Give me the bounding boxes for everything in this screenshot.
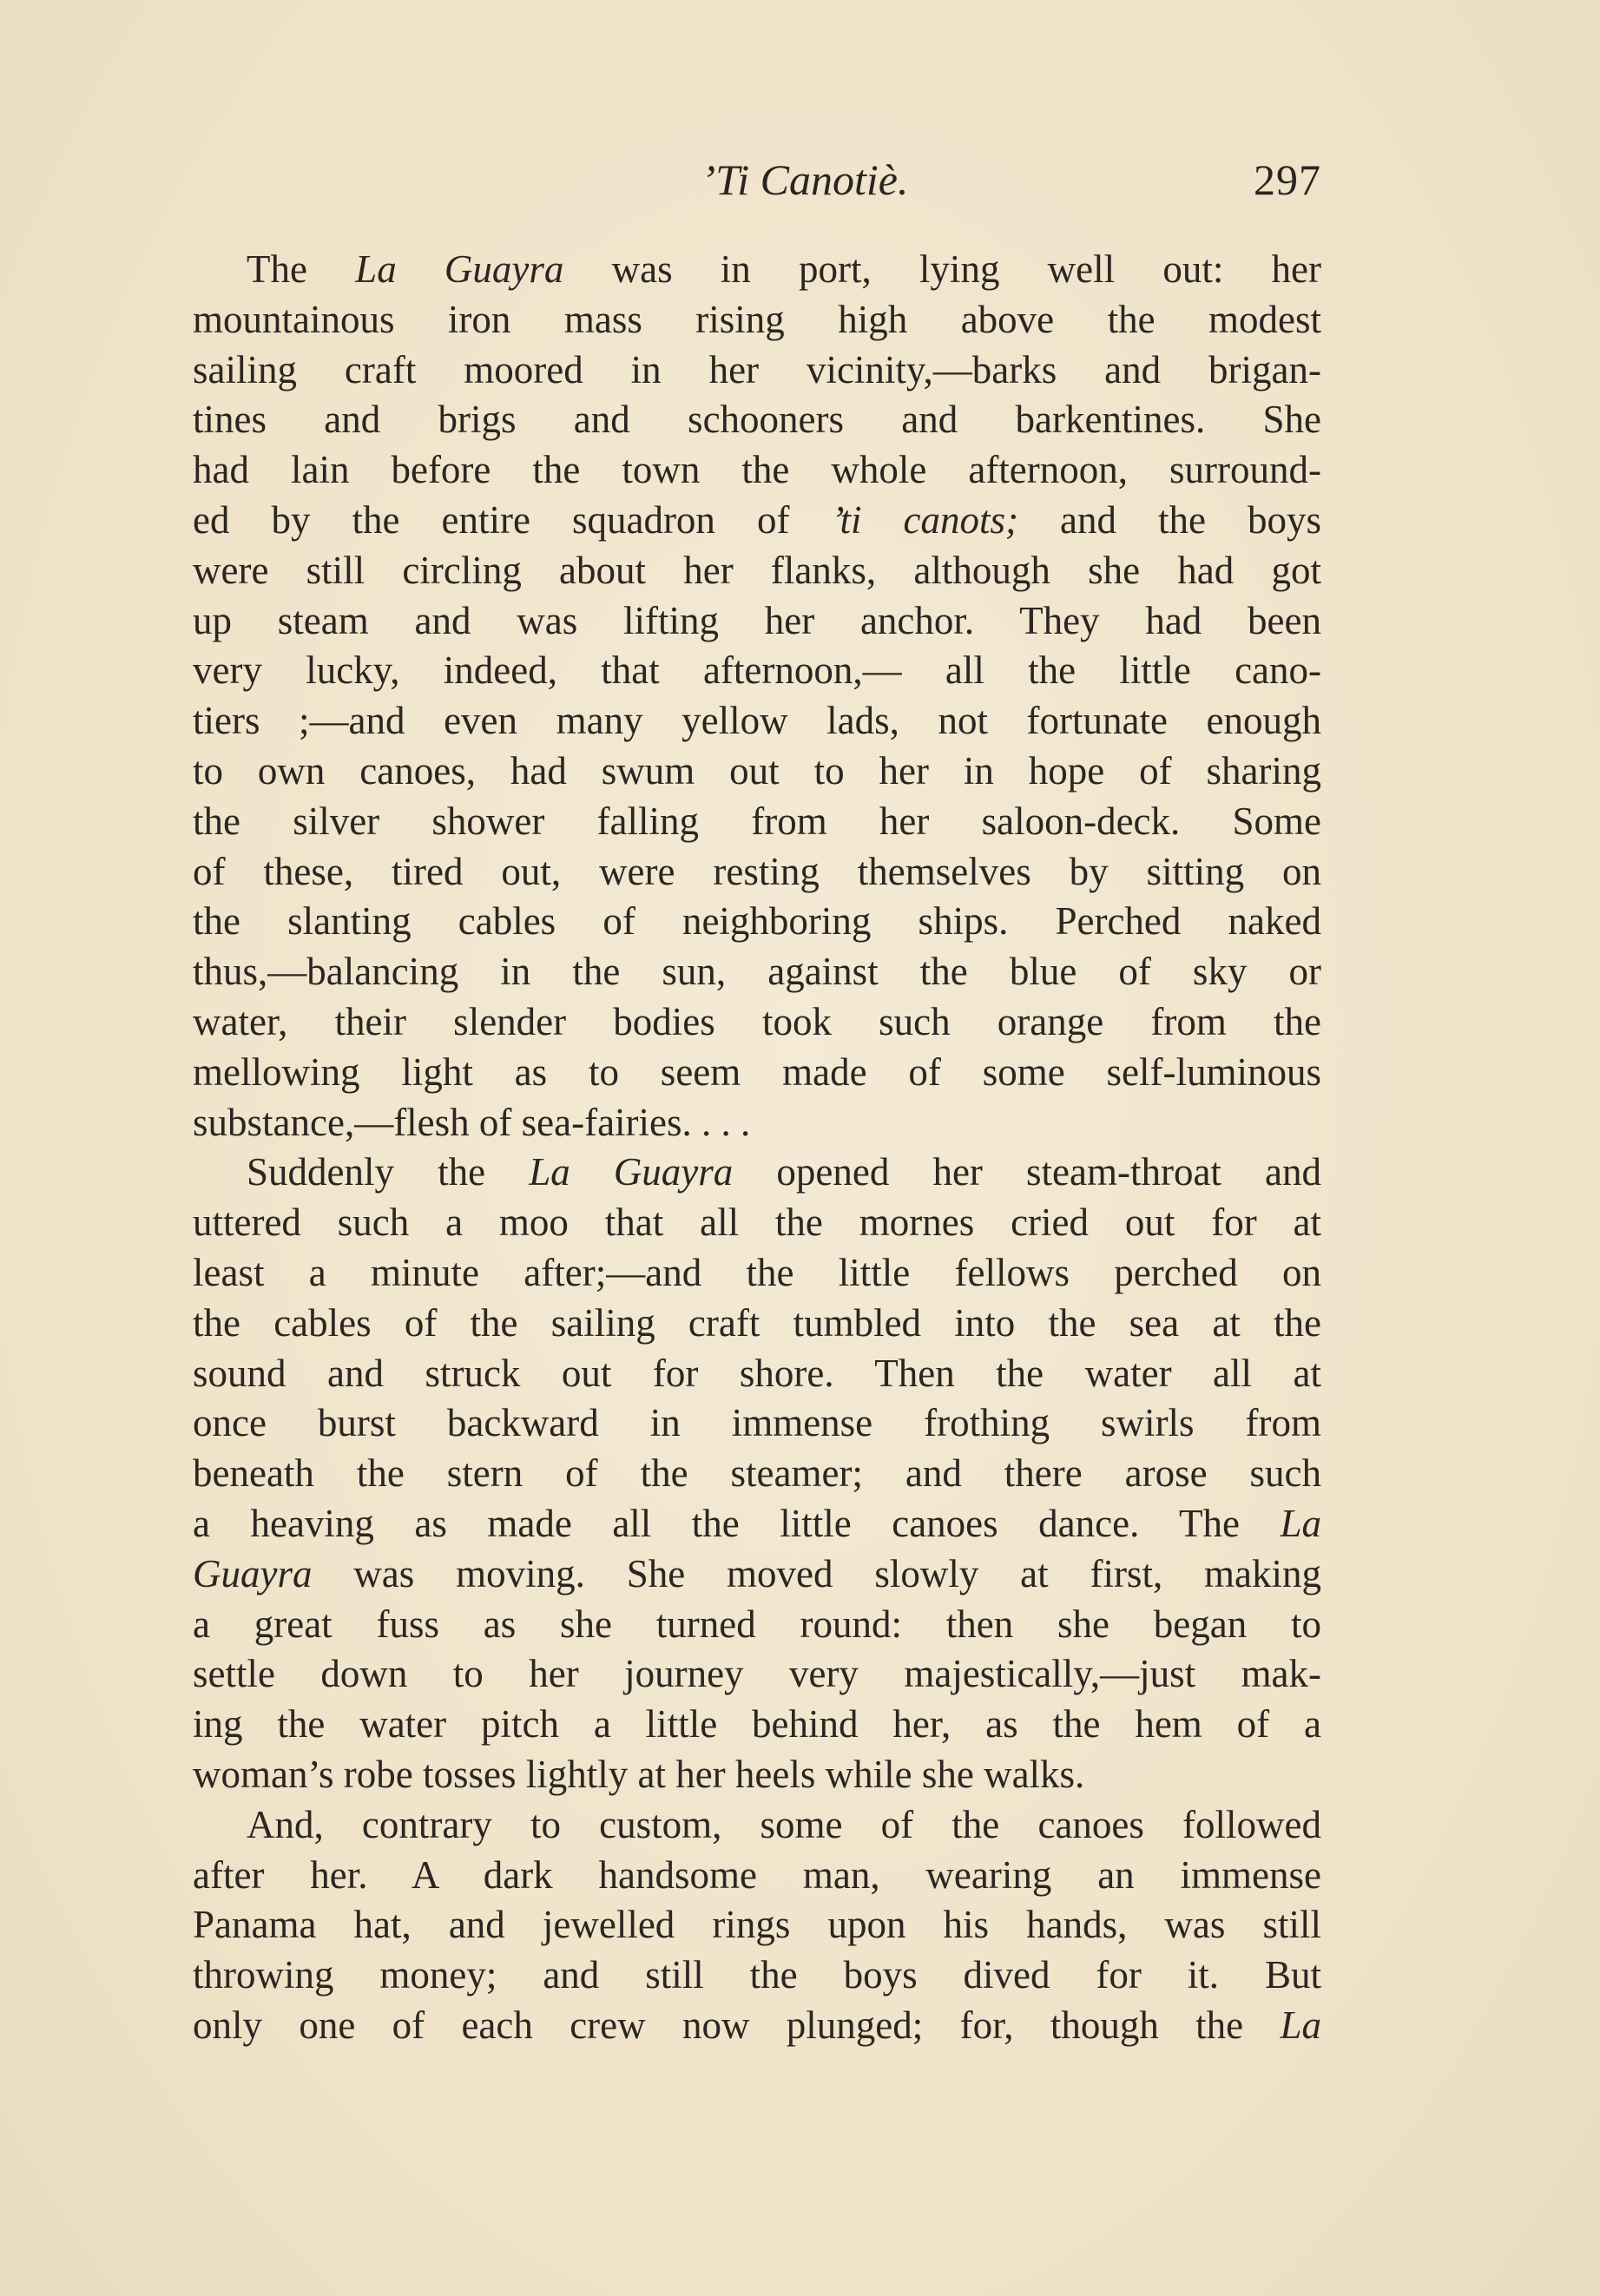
text-run: tines and brigs and schooners and barkentines. She: [193, 398, 1321, 442]
text-line: [193, 947, 1321, 997]
text-run: once burst backward in immense frothing swirls from: [193, 1401, 1321, 1445]
text-line: [193, 596, 1321, 647]
text-run: the cables of the sailing craft tumbled into the sea at the: [193, 1300, 1321, 1345]
text-line: [193, 797, 1321, 847]
text-line: [193, 245, 1321, 295]
text-run: beneath the stern of the steamer; and there arose such: [193, 1451, 1321, 1496]
text-run: thus,—balancing in the sun, against the blue of sky or: [193, 950, 1321, 994]
text-run: to own canoes, had swum out to her in hope of sharing: [193, 748, 1321, 793]
text-line: [193, 1499, 1321, 1549]
text-line: [193, 1951, 1321, 2001]
text-run: were still circling about her flanks, although she had got: [193, 548, 1321, 592]
text-line: [193, 445, 1321, 496]
text-run: settle down to her journey very majestically,—just mak-: [193, 1652, 1321, 1696]
text-line: [193, 1800, 1321, 1851]
text-run: ing the water pitch a little behind her, as the hem of a: [193, 1702, 1321, 1747]
text-run: had lain before the town the whole afternoon, surround-: [193, 448, 1321, 492]
text-run: mountainous iron mass rising high above the modest: [193, 297, 1321, 341]
paragraph: [193, 245, 1321, 1148]
text-line: [193, 1549, 1321, 1600]
paragraph: [193, 1148, 1321, 1799]
text-run: a great fuss as she turned round: then she began to: [193, 1602, 1321, 1646]
text-line: [193, 1148, 1321, 1198]
text-run: The: [247, 247, 356, 291]
italic-text: La: [1280, 1501, 1321, 1545]
text-run: throwing money; and still the boys dived for it. But: [193, 1953, 1321, 1997]
text-line: [193, 847, 1321, 898]
text-line: [193, 696, 1321, 747]
text-run: mellowing light as to seem made of some self-luminous: [193, 1049, 1321, 1094]
text-run: Panama hat, and jewelled rings upon his hands, was still: [193, 1903, 1321, 1947]
text-line: [193, 1398, 1321, 1449]
text-line: [193, 997, 1321, 1048]
text-line: [193, 1248, 1321, 1299]
text-line: [193, 1299, 1321, 1349]
text-line: [193, 395, 1321, 445]
text-run: sound and struck out for shore. Then the water all at: [193, 1351, 1321, 1395]
text-line: [193, 1851, 1321, 1901]
text-run: was moving. She moved slowly at first, making: [312, 1551, 1321, 1595]
text-line: [193, 1900, 1321, 1951]
text-run: and the boys: [1017, 497, 1321, 542]
page-number: 297: [1254, 155, 1321, 204]
text-run: sailing craft moored in her vicinity,—barks and brigan-: [193, 347, 1321, 391]
text-line: [193, 295, 1321, 345]
text-line: [193, 1198, 1321, 1248]
text-run: the slanting cables of neighboring ships. Perched naked: [193, 899, 1321, 944]
italic-text: La Guayra: [529, 1150, 734, 1194]
text-line: [193, 1349, 1321, 1399]
text-line: [193, 2001, 1321, 2051]
text-run: a heaving as made all the little canoes dance. The: [193, 1501, 1281, 1545]
italic-text: La Guayra: [355, 247, 564, 291]
text-line: [193, 1750, 1321, 1800]
text-line: [193, 646, 1321, 696]
text-run: after her. A dark handsome man, wearing an immense: [193, 1852, 1321, 1897]
text-run: opened her steam-throat and: [733, 1150, 1322, 1194]
italic-text: Guayra: [193, 1551, 313, 1595]
text-line: [193, 345, 1321, 396]
text-line: [193, 1449, 1321, 1499]
text-line: [193, 1700, 1321, 1750]
text-run: very lucky, indeed, that afternoon,— all the little cano-: [193, 648, 1321, 693]
text-run: Suddenly the: [247, 1150, 530, 1194]
text-line: [193, 496, 1321, 546]
text-run: tiers ;—and even many yellow lads, not fortunate enough: [193, 699, 1321, 743]
text-run: ed by the entire squadron of: [193, 497, 832, 542]
text-line: [193, 1600, 1321, 1650]
text-line: [193, 1048, 1321, 1098]
text-run: uttered such a moo that all the mornes cried out for at: [193, 1201, 1321, 1245]
text-run: only one of each crew now plunged; for, though the: [193, 2003, 1281, 2047]
text-run: least a minute after;—and the little fellows perched on: [193, 1250, 1321, 1294]
text-run: was in port, lying well out: her: [563, 247, 1321, 291]
text-run: woman’s robe tosses lightly at her heels while she walks.: [193, 1752, 1085, 1796]
text-run: And, contrary to custom, some of the canoes followed: [247, 1802, 1321, 1846]
text-run: of these, tired out, were resting themselves by sitting on: [193, 849, 1321, 893]
text-line: [193, 1649, 1321, 1700]
text-run: the silver shower falling from her saloon-deck. Some: [193, 799, 1321, 843]
text-line: [193, 897, 1321, 947]
italic-text: ’ti canots;: [831, 497, 1018, 542]
text-run: up steam and was lifting her anchor. They had been: [193, 598, 1321, 642]
body-text: [193, 245, 1321, 2051]
text-line: [193, 1098, 1321, 1148]
running-head-title: ’Ti Canotiè.: [701, 155, 909, 204]
text-line: [193, 747, 1321, 797]
running-head: [193, 149, 1321, 210]
text-line: [193, 546, 1321, 596]
paragraph: [193, 1800, 1321, 2051]
italic-text: La: [1280, 2003, 1321, 2047]
text-run: water, their slender bodies took such orange from the: [193, 999, 1321, 1043]
text-run: substance,—flesh of sea-fairies. . . .: [193, 1100, 751, 1144]
